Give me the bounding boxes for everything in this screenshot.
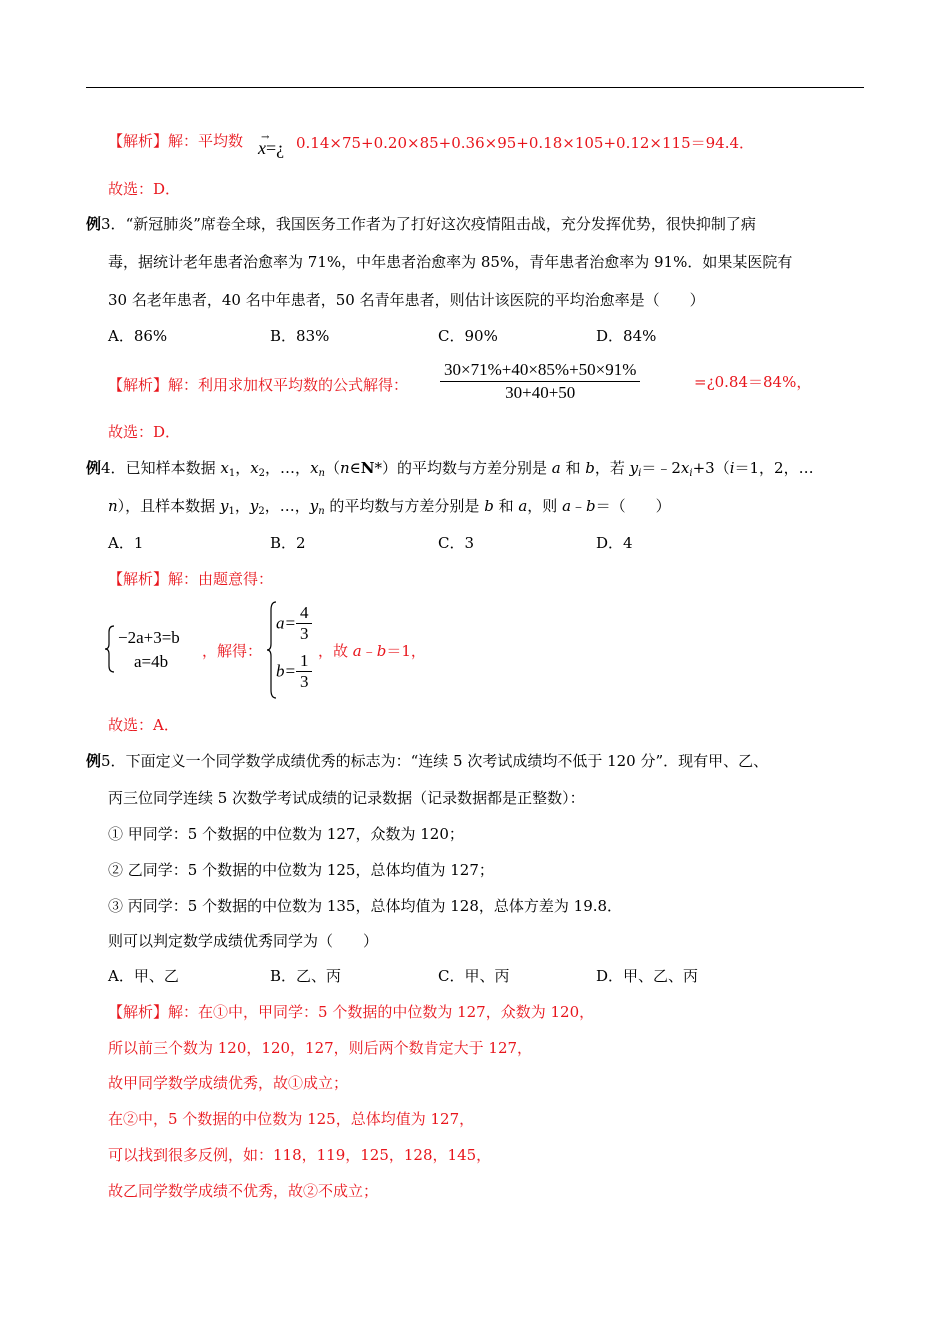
- ex5-item-3: ③ 丙同学：5 个数据的中位数为 135，总体均值为 128，总体方差为 19.8．: [108, 897, 623, 915]
- ex4-question-line1: 例4．已知样本数据 $x_1$，$x_2$，…，$x_n(n\in N*)$的平均数与方差分别是 a 和 b，若 $y_i=﹣2x_i+3(i=1$，2，…: [86, 459, 814, 479]
- ex4-option-c: C．3: [438, 534, 475, 552]
- ex5-item-1: ① 甲同学：5 个数据的中位数为 127，众数为 120；: [108, 825, 464, 843]
- ex4-option-a: A．1: [108, 534, 144, 552]
- ex5-analysis-line6: 故乙同学数学成绩不优秀，故②不成立；: [108, 1182, 379, 1200]
- ex5-item-2: ② 乙同学：5 个数据的中位数为 125，总体均值为 127；: [108, 861, 494, 879]
- ex5-analysis-line5: 可以找到很多反例，如：118，119，125，128，145，: [108, 1146, 492, 1164]
- ex4-sys2-a: a= $\frac{4}{3}$: [276, 603, 312, 644]
- ex5-analysis-line2: 所以前三个数为 120，120，127，则后两个数肯定大于 127，: [108, 1039, 533, 1057]
- ex3-option-a: A．86%: [108, 327, 168, 345]
- ex4-option-b: B．2: [270, 534, 306, 552]
- ex3-answer: 故选：D．: [108, 423, 181, 441]
- ex3-analysis: 【解析】解：利用求加权平均数的公式解得：: [108, 376, 409, 394]
- left-brace-1: [104, 624, 116, 674]
- ex3-result: =¿0.84＝84%，: [694, 373, 812, 391]
- ex2-formula: 0.14×75+0.20×85+0.36×95+0.18×105+0.12×115＝94.4．: [296, 134, 755, 152]
- ex3-question-line3: 30 名老年患者，40 名中年患者，50 名青年患者，则估计该医院的平均治愈率是（ ）: [108, 291, 705, 309]
- ex4-sys1-bottom: a=4b: [134, 652, 169, 671]
- ex3-option-d: D．84%: [596, 327, 657, 345]
- analysis-tag: 【解析】: [108, 132, 169, 150]
- ex4-option-d: D．4: [596, 534, 633, 552]
- ex3-question-line1: 例3．“新冠肺炎”席卷全球，我国医务工作者为了打好这次疫情阻击战，充分发挥优势，很快抑制了病: [86, 215, 756, 233]
- ex5-analysis-line4: 在②中，5 个数据的中位数为 125，总体均值为 127，: [108, 1110, 475, 1128]
- ex2-xbar: x → =¿: [258, 132, 285, 158]
- ex3-option-b: B．83%: [270, 327, 330, 345]
- ex5-question-line1: 例5．下面定义一个同学数学成绩优秀的标志为：“连续 5 次考试成绩均不低于 120 分”．现有甲、乙、: [86, 752, 769, 770]
- ex5-option-a: A．甲、乙: [108, 967, 179, 985]
- ex3-option-c: C．90%: [438, 327, 498, 345]
- ex4-sys2-b: b= $\frac{1}{3}$: [276, 651, 312, 692]
- ex4-conclusion: ，故 a﹣b＝1，: [318, 642, 426, 660]
- header-rule: [86, 87, 864, 88]
- ex2-analysis: 【解析】解：平均数: [108, 132, 244, 150]
- ex4-analysis: 【解析】解：由题意得：: [108, 570, 274, 588]
- ex4-answer: 故选：A．: [108, 716, 179, 734]
- ex2-answer: 故选：D．: [108, 180, 181, 198]
- ex5-option-c: C．甲、丙: [438, 967, 510, 985]
- ex5-question-line3: 则可以判定数学成绩优秀同学为（ ）: [108, 932, 379, 950]
- ex4-sys1-top: −2a+3=b: [118, 628, 180, 647]
- ex3-fraction: $\frac{30\times 71\%+40\times 85\%+50\times 91\%}{30+40+50}$: [440, 359, 640, 404]
- ex5-analysis-line1: 【解析】解：在①中，甲同学：5 个数据的中位数为 127，众数为 120，: [108, 1003, 595, 1021]
- ex5-option-d: D．甲、乙、丙: [596, 967, 699, 985]
- ex4-solve-text: ，解得：: [202, 642, 263, 660]
- ex5-analysis-line3: 故甲同学数学成绩优秀，故①成立；: [108, 1074, 349, 1092]
- ex3-question-line2: 毒，据统计老年患者治愈率为 71%，中年患者治愈率为 85%，青年患者治愈率为 91%．如果某医院有: [108, 253, 793, 271]
- ex5-option-b: B．乙、丙: [270, 967, 342, 985]
- ex4-question-line2: n），且样本数据 $y_1$，$y_2$，…，$y_n$ 的平均数与方差分别是 b 和 a，则 a﹣b＝（ ）: [108, 497, 671, 517]
- ex5-question-line2: 丙三位同学连续 5 次数学考试成绩的记录数据（记录数据都是正整数）：: [108, 789, 585, 807]
